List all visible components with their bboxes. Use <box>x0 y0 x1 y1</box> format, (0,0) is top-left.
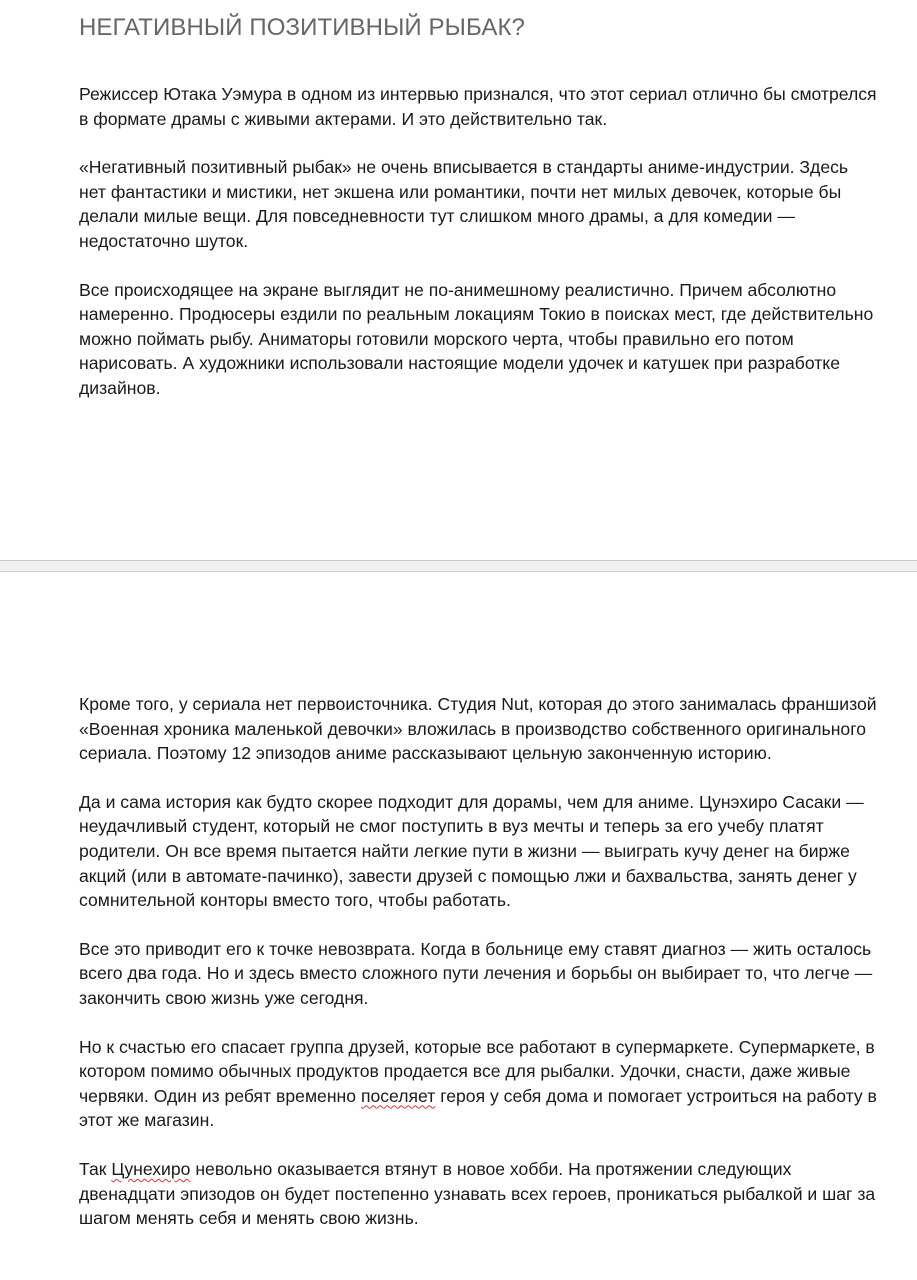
paragraph-7-text-after: героя у себя дома и помогает устроиться на работу в этот же магазин. <box>79 1085 877 1131</box>
page-2-content <box>79 692 879 1255</box>
paragraph-6[interactable]: Все это приводит его к точке невозврата. Когда в больнице ему ставят диагноз — жить осталось всего два года. Но и здесь вместо сложного пути лечения и борьбы он выбирает то, что легче — закончить свою жизнь уже сегодня. <box>79 938 873 1008</box>
paragraph-4[interactable]: Кроме того, у сериала нет первоисточника. Студия Nut, которая до этого занималась франшизой «Военная хроника маленькой девочки» вложилась в производство собственного оригинального сериала. Поэтому 12 эпизодов аниме рассказывают цельную законченную историю. <box>79 694 877 764</box>
spellcheck-flagged-word[interactable]: поселяет <box>360 1085 436 1106</box>
document-page-1 <box>0 0 917 560</box>
spellcheck-flagged-word[interactable]: Цунехиро <box>111 1158 191 1179</box>
paragraph-1[interactable]: Режиссер Ютака Уэмура в одном из интервью признался, что этот сериал отлично бы смотрелся в формате драмы с живыми актерами. И это действительно так. <box>79 84 877 129</box>
paragraph-8[interactable] <box>79 1157 879 1231</box>
paragraph-3[interactable]: Все происходящее на экране выглядит не по-анимешному реалистично. Причем абсолютно намеренно. Продюсеры ездили по реальным локациям Токио в поисках мест, где действительно можно поймать рыбу. Аниматоры готовили морского черта, чтобы правильно его потом нарисовать. А художники использовали настоящие модели удочек и катушек при разработке дизайнов. <box>79 279 874 398</box>
paragraph-5[interactable]: Да и сама история как будто скорее подходит для дорамы, чем для аниме. Цунэхиро Сасаки — неудачливый студент, который не смог поступить в вуз мечты и теперь за его учебу платят родители. Он все время пытается найти легкие пути в жизни — выиграть кучу денег на бирже акций (или в автомате-пачинко), завести друзей с помощью лжи и бахвальства, занять денег у сомнительной конторы вместо того, чтобы работать. <box>79 791 864 911</box>
paragraph-7-text-before: Но к счастью его спасает группа друзей, которые все работают в супермаркете. Супермаркете, в котором помимо обычных продуктов продается все для рыбалки. Удочки, снасти, даже живые червяки. Один из ребят временно <box>79 1036 875 1106</box>
page-break-separator <box>0 560 917 572</box>
paragraph-7[interactable] <box>79 1035 879 1133</box>
paragraph-8-text-before: Так <box>79 1158 112 1179</box>
page-1-content <box>79 12 879 425</box>
paragraph-2[interactable]: «Негативный позитивный рыбак» не очень вписывается в стандарты аниме-индустрии. Здесь нет фантастики и мистики, нет экшена или романтики, почти нет милых девочек, которые бы делали милые вещи. Для повседневности тут слишком много драмы, а для комедии — недостаточно шуток. <box>79 157 849 251</box>
paragraph-8-text-after: невольно оказывается втянут в новое хобби. На протяжении следующих двенадцати эпизодов он будет постепенно узнавать всех героев, проникаться рыбалкой и шаг за шагом менять себя и менять свою жизнь. <box>79 1158 876 1229</box>
document-heading[interactable]: НЕГАТИВНЫЙ ПОЗИТИВНЫЙ РЫБАК? <box>79 14 525 41</box>
document-page-2 <box>0 572 917 1280</box>
